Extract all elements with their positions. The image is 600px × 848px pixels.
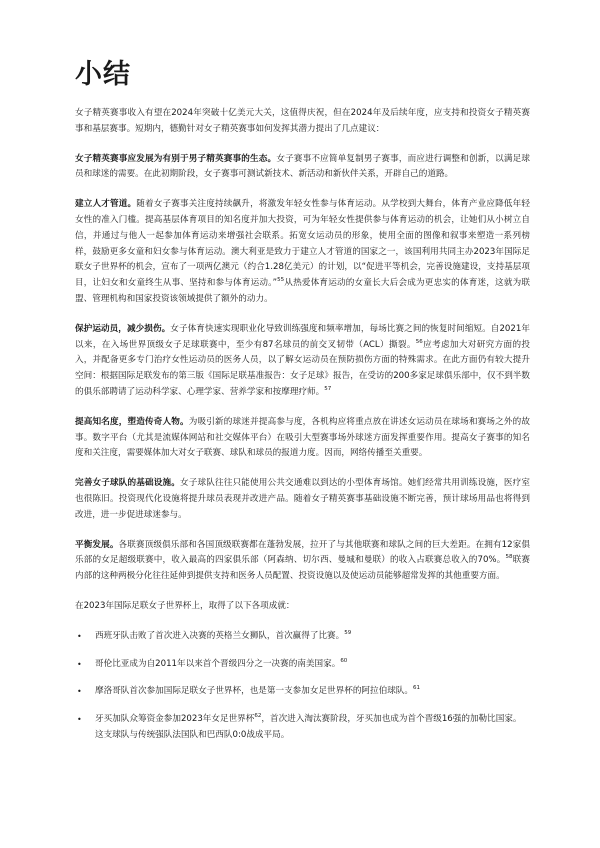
bullet-icon: • xyxy=(77,715,82,725)
footnote-ref: 55 xyxy=(277,277,285,284)
list-item: • 哥伦比亚成为自2011年以来首个晋级四分之一决赛的南美国家。$^{60}$ xyxy=(75,657,530,673)
section-heading: 保护运动员，减少损伤。 xyxy=(75,323,171,334)
bullet-icon: • xyxy=(77,687,82,697)
achievements-list xyxy=(75,629,530,744)
page-title: 小结 xyxy=(75,59,131,90)
section-body-tail: 从热爱体育运动的女童长大后会成为更忠实的体育迷，这就为联盟、管理机构和国家投资该领域提供了额外的动力。 xyxy=(75,278,530,304)
section-paragraph xyxy=(75,476,530,523)
section-body: 女子赛事不应简单复制男子赛事，而应进行调整和创新，以满足球员和球迷的需要。在此初期阶段，女子赛事可测试新技术、新活动和新伙伴关系，开辟自己的道路。 xyxy=(75,153,530,180)
section-body-tail: 应考虑加大对研究方面的投入，并配备更多专门治疗女性运动员的医务人员，以了解女运动员在预防损伤方面的特殊需求。在此方面仍有较大提升空间：根据国际足联发布的第三版《国际足联基准报告：女子足球》报告，在受访的200多家足球俱乐部中，仅不到半数的俱乐部聘请了运动科学家、心理学家、营养学家和按摩理疗师。 xyxy=(75,339,530,397)
list-item: • 西班牙队击败了首次进入决赛的英格兰女狮队，首次赢得了比赛。$^{59}$ xyxy=(75,629,530,645)
footnote-ref: 62 xyxy=(254,713,262,720)
section-paragraph xyxy=(75,152,530,184)
footnote-ref: 58 xyxy=(505,554,513,561)
section-body: 各联赛顶级俱乐部和各国顶级联赛都在蓬勃发展，拉开了与其他联赛和球队之间的巨大差距。在拥有12家俱乐部的女足超级联赛中，收入最高的四家俱乐部（阿森纳、切尔西、曼城和曼联）的收入占联赛总收入的70%。 xyxy=(75,539,530,566)
section-body: 为吸引新的球迷并提高参与度，各机构应将重点放在讲述女运动员在球场和赛场之外的故事。数字平台（尤其是流媒体网站和社交媒体平台）在吸引大型赛事场外球迷方面发挥重要作用。提高女子赛事的知名度和关注度，需要媒体加大对女子联赛、球队和球员的报道力度。因而，网络传播至关重要。 xyxy=(75,416,530,459)
section-paragraph xyxy=(75,322,530,401)
bullet-icon: • xyxy=(77,659,82,669)
bullet-icon: • xyxy=(77,631,82,641)
footnote-ref: 57 xyxy=(324,386,332,393)
section-paragraph xyxy=(75,538,530,585)
footnote-ref: 61 xyxy=(412,685,420,692)
worldcup-intro: 在2023年国际足联女子世界杯上，取得了以下各项成就： xyxy=(75,600,295,611)
section-body-tail: 联赛内部的这种两极分化往往延伸到提供支持和医务人员配置、投资设施以及使运动员能够超常发挥的其他重要方面。 xyxy=(75,555,530,582)
section-body: 女子球队往往只能使用公共交通难以到达的小型体育场馆。她们经常共用训练设施，医疗室也很陈旧。投资现代化设施将提升球员表现并改进产品。随着女子精英赛事基础设施不断完善，预计球场用品也将得到改进，进一步促进球迷参与。 xyxy=(75,478,530,520)
section-heading: 平衡发展。 xyxy=(75,539,119,550)
section-body: 随着女子赛事关注度持续飙升，将激发年轻女性参与体育运动。从学校到大舞台，体育产业应降低年轻女性的准入门槛。提高基层体育项目的知名度并加大投资，可为年轻女性提供参与体育运动的机会，让她们从小树立自信，并通过与他人一起参加体育运动来增强社会联系。拓宽女运动员的形象，使用全面的图像和叙事来塑造一系列榜样，鼓励更多女童和妇女参与体育运动。澳大利亚是致力于建立人才管道的国家之一，该国利用共同主办2023年国际足联女子世界杯的机会，宣布了一项两亿澳元（约合1.28亿美元）的计划，以“促进平等机会，完善设施建设，支持基层项目，让妇女和女童终生从事、坚持和参与体育运动。” xyxy=(75,199,530,289)
intro-paragraph: 女子精英赛事收入有望在2024年突破十亿美元大关，这值得庆祝，但在2024年及后续年度，应支持和投资女子精英赛事和基层赛事。短期内，德勤针对女子精英赛事如何发挥其潜力提出了几点建议： xyxy=(75,108,530,134)
section-heading: 提高知名度，塑造传奇人物。 xyxy=(75,416,189,427)
section-body: 女子体育快速实现职业化导致训练强度和频率增加，每场比赛之间的恢复时间缩短。自2021年以来，在入场世界顶级女子足球联赛中，至少有87名球员的前交叉韧带（ACL）撕裂。 xyxy=(75,323,530,350)
list-item: • 牙买加队众筹资金参加2023年女足世界杯$^{62}$，首次进入淘汰赛阶段，牙买加也成为首个晋级16强的加勒比国家。这支球队与传统强队法国队和巴西队0:0战成平局。 xyxy=(77,713,522,740)
page-content xyxy=(75,58,530,756)
list-item: • 摩洛哥队首次参加国际足联女子世界杯，也是第一支参加女足世界杯的阿拉伯球队。$^{61}$ xyxy=(75,684,530,700)
footnote-ref: 56 xyxy=(415,338,423,345)
footnote-ref: 60 xyxy=(340,657,348,664)
section-heading: 完善女子球队的基础设施。 xyxy=(75,478,181,489)
section-paragraph xyxy=(75,415,530,462)
footnote-ref: 59 xyxy=(344,629,352,636)
section-heading: 建立人才管道。 xyxy=(75,199,137,210)
section-heading: 女子精英赛事应发展为有别于男子精英赛事的生态。 xyxy=(75,153,277,164)
section-paragraph xyxy=(75,197,530,308)
